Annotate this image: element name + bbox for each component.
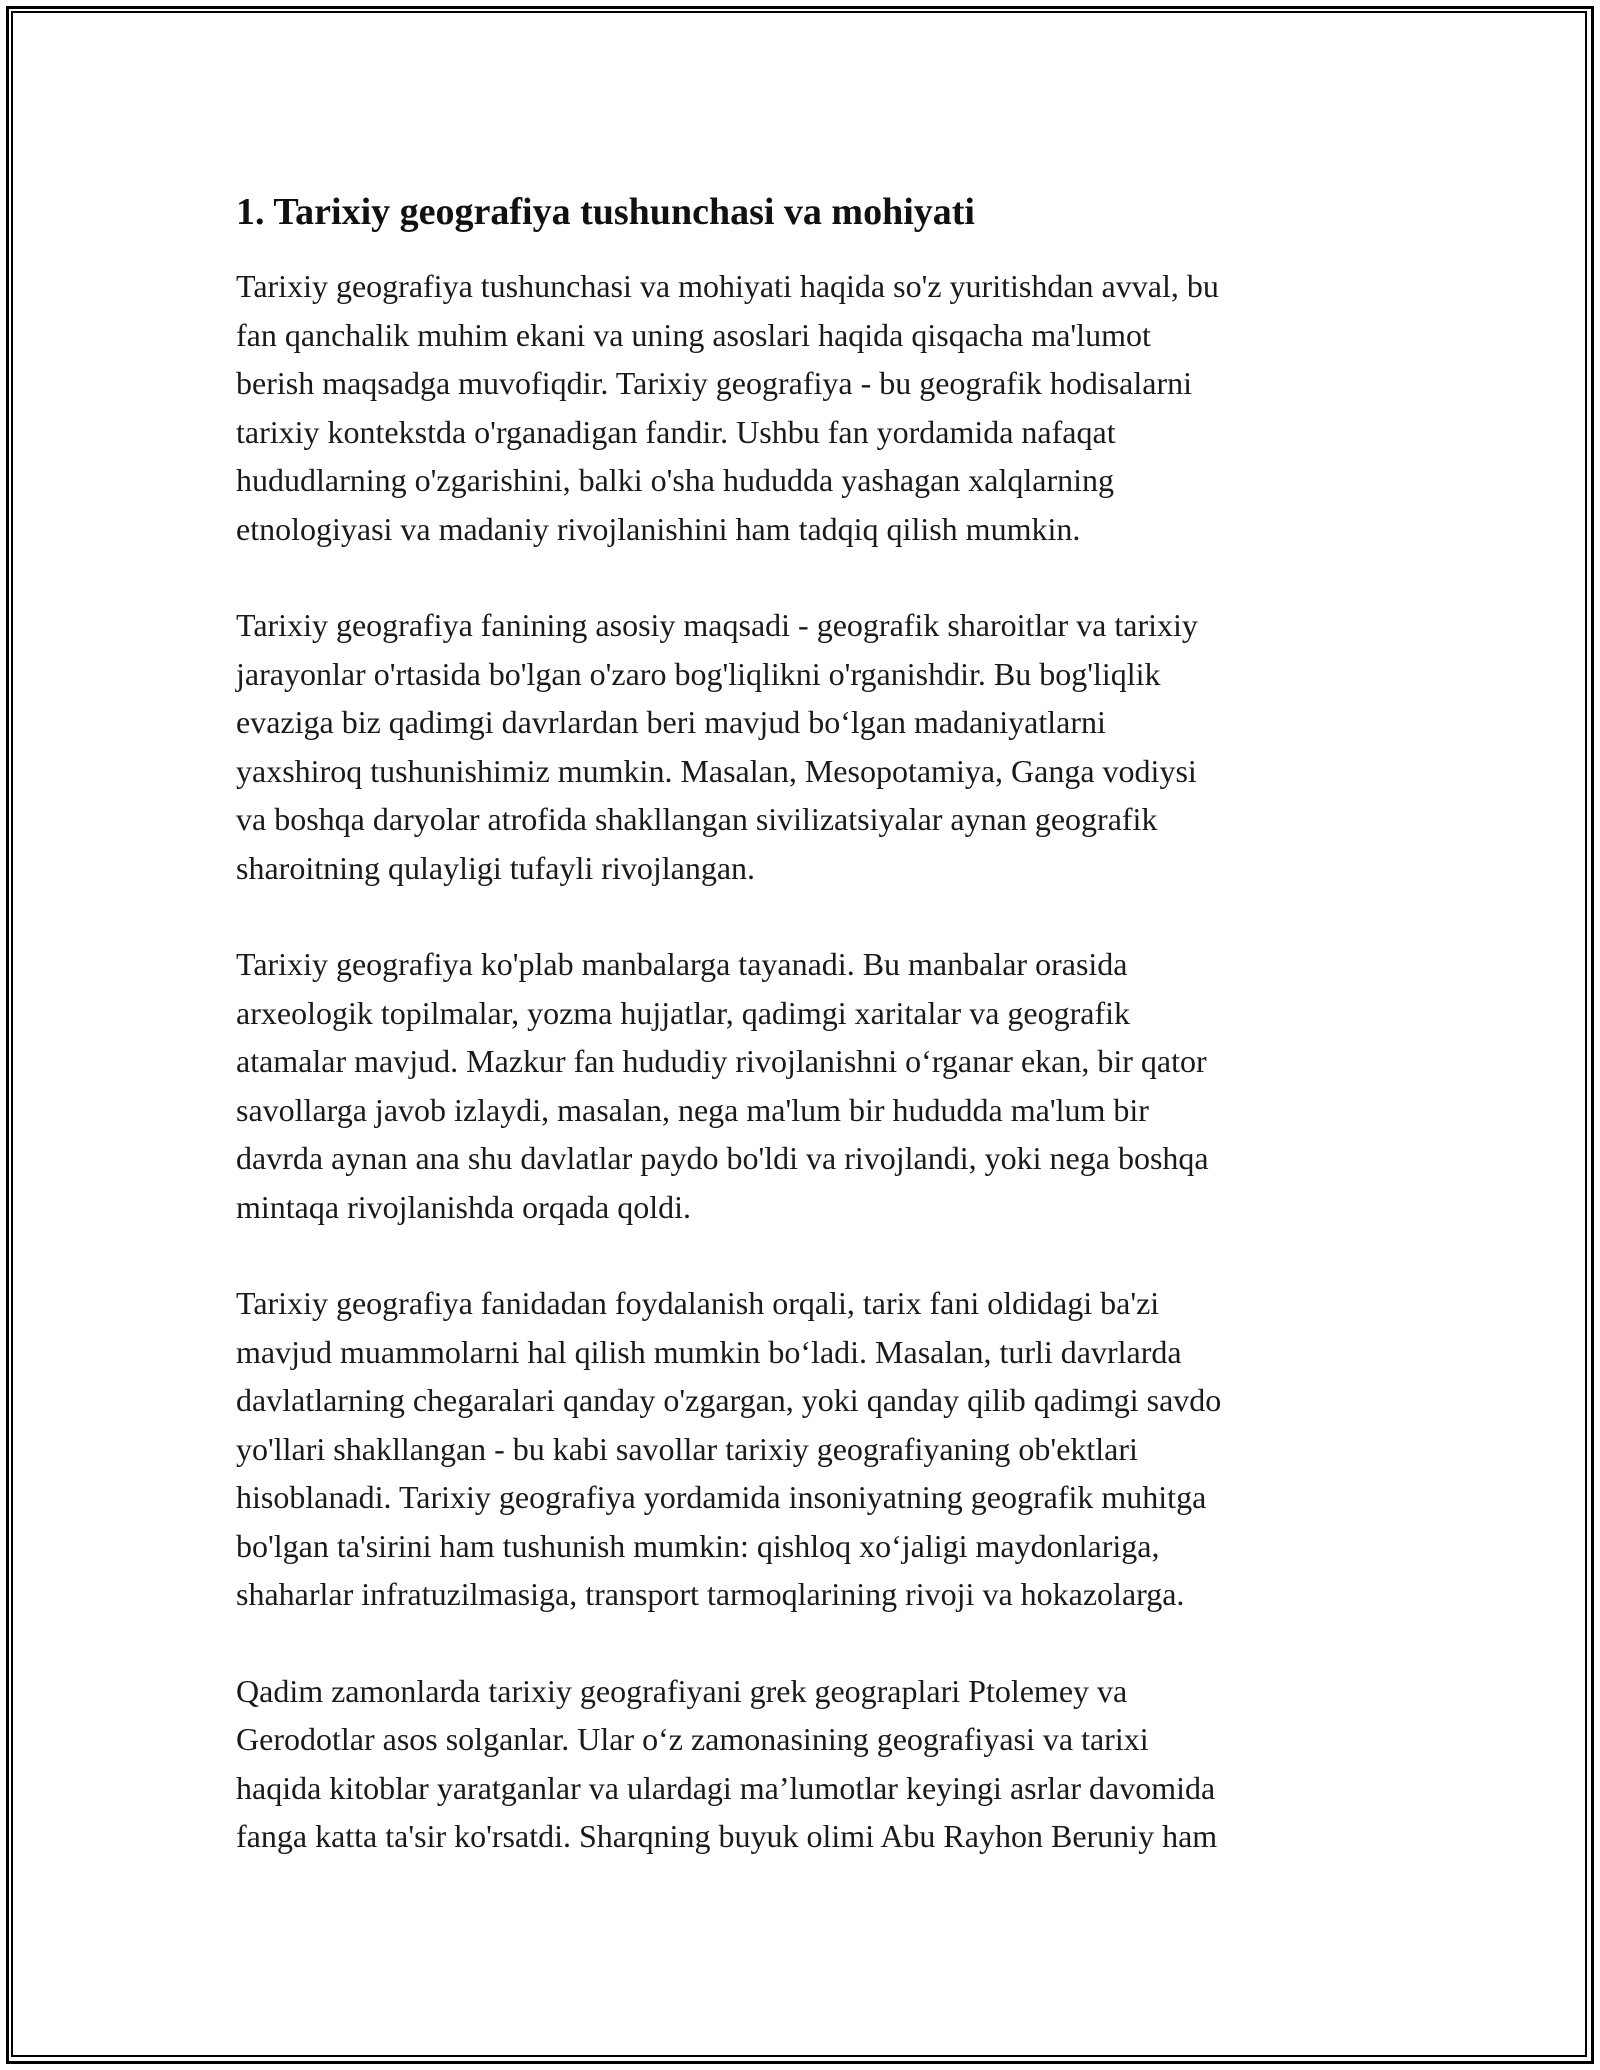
text-line: evaziga biz qadimgi davrlardan beri mavjud boʻlgan madaniyatlarni xyxy=(236,704,1106,740)
paragraph-3 xyxy=(236,940,1376,1231)
text-line: etnologiyasi va madaniy rivojlanishini ham tadqiq qilish mumkin. xyxy=(236,510,1081,547)
document-body xyxy=(236,188,1376,1909)
text-line: Tarixiy geografiya fanining asosiy maqsadi - geografik sharoitlar va tarixiy xyxy=(236,607,1198,643)
text-line: fanga katta ta'sir ko'rsatdi. Sharqning buyuk olimi Abu Rayhon Beruniy ham xyxy=(236,1818,1218,1854)
text-line: arxeologik topilmalar, yozma hujjatlar, qadimgi xaritalar va geografik xyxy=(236,994,1130,1031)
section-heading: 1. Tarixiy geografiya tushunchasi va mohiyati xyxy=(236,191,975,233)
text-line: davlatlarning chegaralari qanday o'zgargan, yoki qanday qilib qadimgi savdo xyxy=(236,1382,1222,1418)
paragraph-4 xyxy=(236,1279,1376,1619)
text-line: Tarixiy geografiya fanidadan foydalanish orqali, tarix fani oldidagi ba'zi xyxy=(236,1285,1160,1321)
paragraph-1 xyxy=(236,262,1376,553)
text-line: va boshqa daryolar atrofida shakllangan sivilizatsiyalar aynan geografik xyxy=(236,801,1158,837)
text-line: berish maqsadga muvofiqdir. Tarixiy geografiya - bu geografik hodisalarni xyxy=(236,365,1193,401)
text-line: haqida kitoblar yaratganlar va ulardagi ma’lumotlar keyingi asrlar davomida xyxy=(236,1769,1216,1806)
text-line: savollarga javob izlaydi, masalan, nega ma'lum bir hududda ma'lum bir xyxy=(236,1091,1149,1128)
text-line: Gerodotlar asos solganlar. Ular oʻz zamonasining geografiyasi va tarixi xyxy=(236,1721,1149,1757)
text-line: yo'llari shakllangan - bu kabi savollar tarixiy geografiyaning ob'ektlari xyxy=(236,1430,1138,1467)
text-line: mintaqa rivojlanishda orqada qoldi. xyxy=(236,1188,691,1225)
paragraph-5 xyxy=(236,1667,1376,1861)
text-line: davrda aynan ana shu davlatlar paydo bo'ldi va rivojlandi, yoki nega boshqa xyxy=(236,1140,1209,1176)
text-line: Tarixiy geografiya ko'plab manbalarga tayanadi. Bu manbalar orasida xyxy=(236,946,1128,982)
text-line: fan qanchalik muhim ekani va uning asoslari haqida qisqacha ma'lumot xyxy=(236,316,1151,353)
text-line: Tarixiy geografiya tushunchasi va mohiyati haqida so'z yuritishdan avval, bu xyxy=(236,268,1219,304)
text-line: hududlarning o'zgarishini, balki o'sha hududda yashagan xalqlarning xyxy=(236,462,1114,498)
paragraph-2 xyxy=(236,601,1376,892)
text-line: sharoitning qulayligi tufayli rivojlangan. xyxy=(236,849,756,886)
text-line: mavjud muammolarni hal qilish mumkin boʻladi. Masalan, turli davrlarda xyxy=(236,1333,1182,1370)
text-line: yaxshiroq tushunishimiz mumkin. Masalan, Mesopotamiya, Ganga vodiysi xyxy=(236,752,1197,789)
text-line: hisoblanadi. Tarixiy geografiya yordamida insoniyatning geografik muhitga xyxy=(236,1479,1207,1515)
text-line: bo'lgan ta'sirini ham tushunish mumkin: qishloq xoʻjaligi maydonlariga, xyxy=(236,1527,1160,1564)
text-line: Qadim zamonlarda tarixiy geografiyani grek geograplari Ptolemey va xyxy=(236,1672,1128,1709)
text-line: atamalar mavjud. Mazkur fan hududiy rivojlanishni oʻrganar ekan, bir qator xyxy=(236,1043,1207,1079)
text-line: tarixiy kontekstda o'rganadigan fandir. Ushbu fan yordamida nafaqat xyxy=(236,413,1116,450)
text-line: jarayonlar o'rtasida bo'lgan o'zaro bog'liqlikni o'rganishdir. Bu bog'liqlik xyxy=(236,655,1161,692)
text-line: shaharlar infratuzilmasiga, transport tarmoqlarining rivoji va hokazolarga. xyxy=(236,1576,1185,1612)
